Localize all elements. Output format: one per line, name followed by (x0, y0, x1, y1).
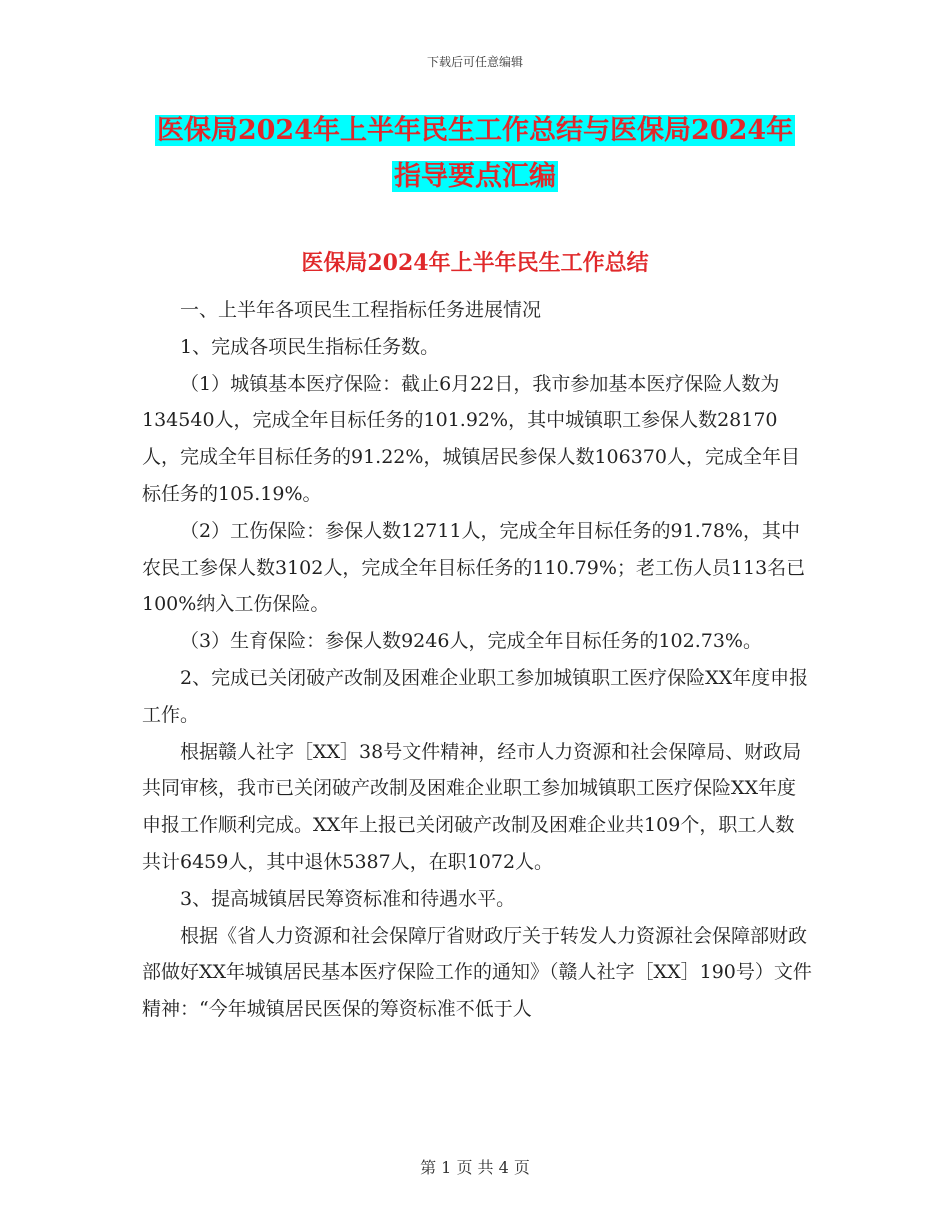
section-title: 医保局2024年上半年民生工作总结 (301, 250, 649, 276)
title-line-2: 指导要点汇编 (394, 161, 556, 192)
header-note: 下载后可任意编辑 (426, 55, 523, 69)
page-footer: 第 1 页 共 4 页 (420, 1158, 530, 1177)
paragraph: （3）生育保险：参保人数9246人，完成全年目标任务的102.73%。 (180, 630, 762, 653)
document-title (140, 108, 810, 200)
paragraph: 3、提高城镇居民筹资标准和待遇水平。 (180, 887, 516, 910)
paragraph: （2）工伤保险：参保人数12711人，完成全年目标任务的91.78%，其中农民工参保人数3102人，完成全年目标任务的110.79%；老工伤人员113名已100%纳入工伤保险。 (142, 519, 806, 616)
paragraph: 根据赣人社字［XX］38号文件精神，经市人力资源和社会保障局、财政局共同审核，我市已关闭破产改制及困难企业职工参加城镇职工医疗保险XX年度申报工作顺利完成。XX年上报已关闭破产改制及困难企业共109个，职工人数共计6459人，其中退休5387人，在职1072人。 (142, 740, 802, 873)
paragraph: 根据《省人力资源和社会保障厅省财政厅关于转发人力资源社会保障部财政部做好XX年城镇居民基本医疗保险工作的通知》（赣人社字［XX］190号）文件精神：“今年城镇居民医保的筹资标准不低于人 (142, 924, 812, 1021)
paragraph: 2、完成已关闭破产改制及困难企业职工参加城镇职工医疗保险XX年度申报工作。 (142, 666, 809, 726)
paragraph: （1）城镇基本医疗保险：截止6月22日，我市参加基本医疗保险人数为134540人，完成全年目标任务的101.92%，其中城镇职工参保人数28170人，完成全年目标任务的91.22%，城镇居民参保人数106370人，完成全年目标任务的105.19%。 (142, 372, 800, 505)
paragraph: 1、完成各项民生指标任务数。 (180, 335, 440, 358)
document-body (142, 292, 812, 1028)
title-line-1: 医保局2024年上半年民生工作总结与医保局2024年 (156, 115, 794, 146)
paragraph: 一、上半年各项民生工程指标任务进展情况 (180, 299, 542, 321)
